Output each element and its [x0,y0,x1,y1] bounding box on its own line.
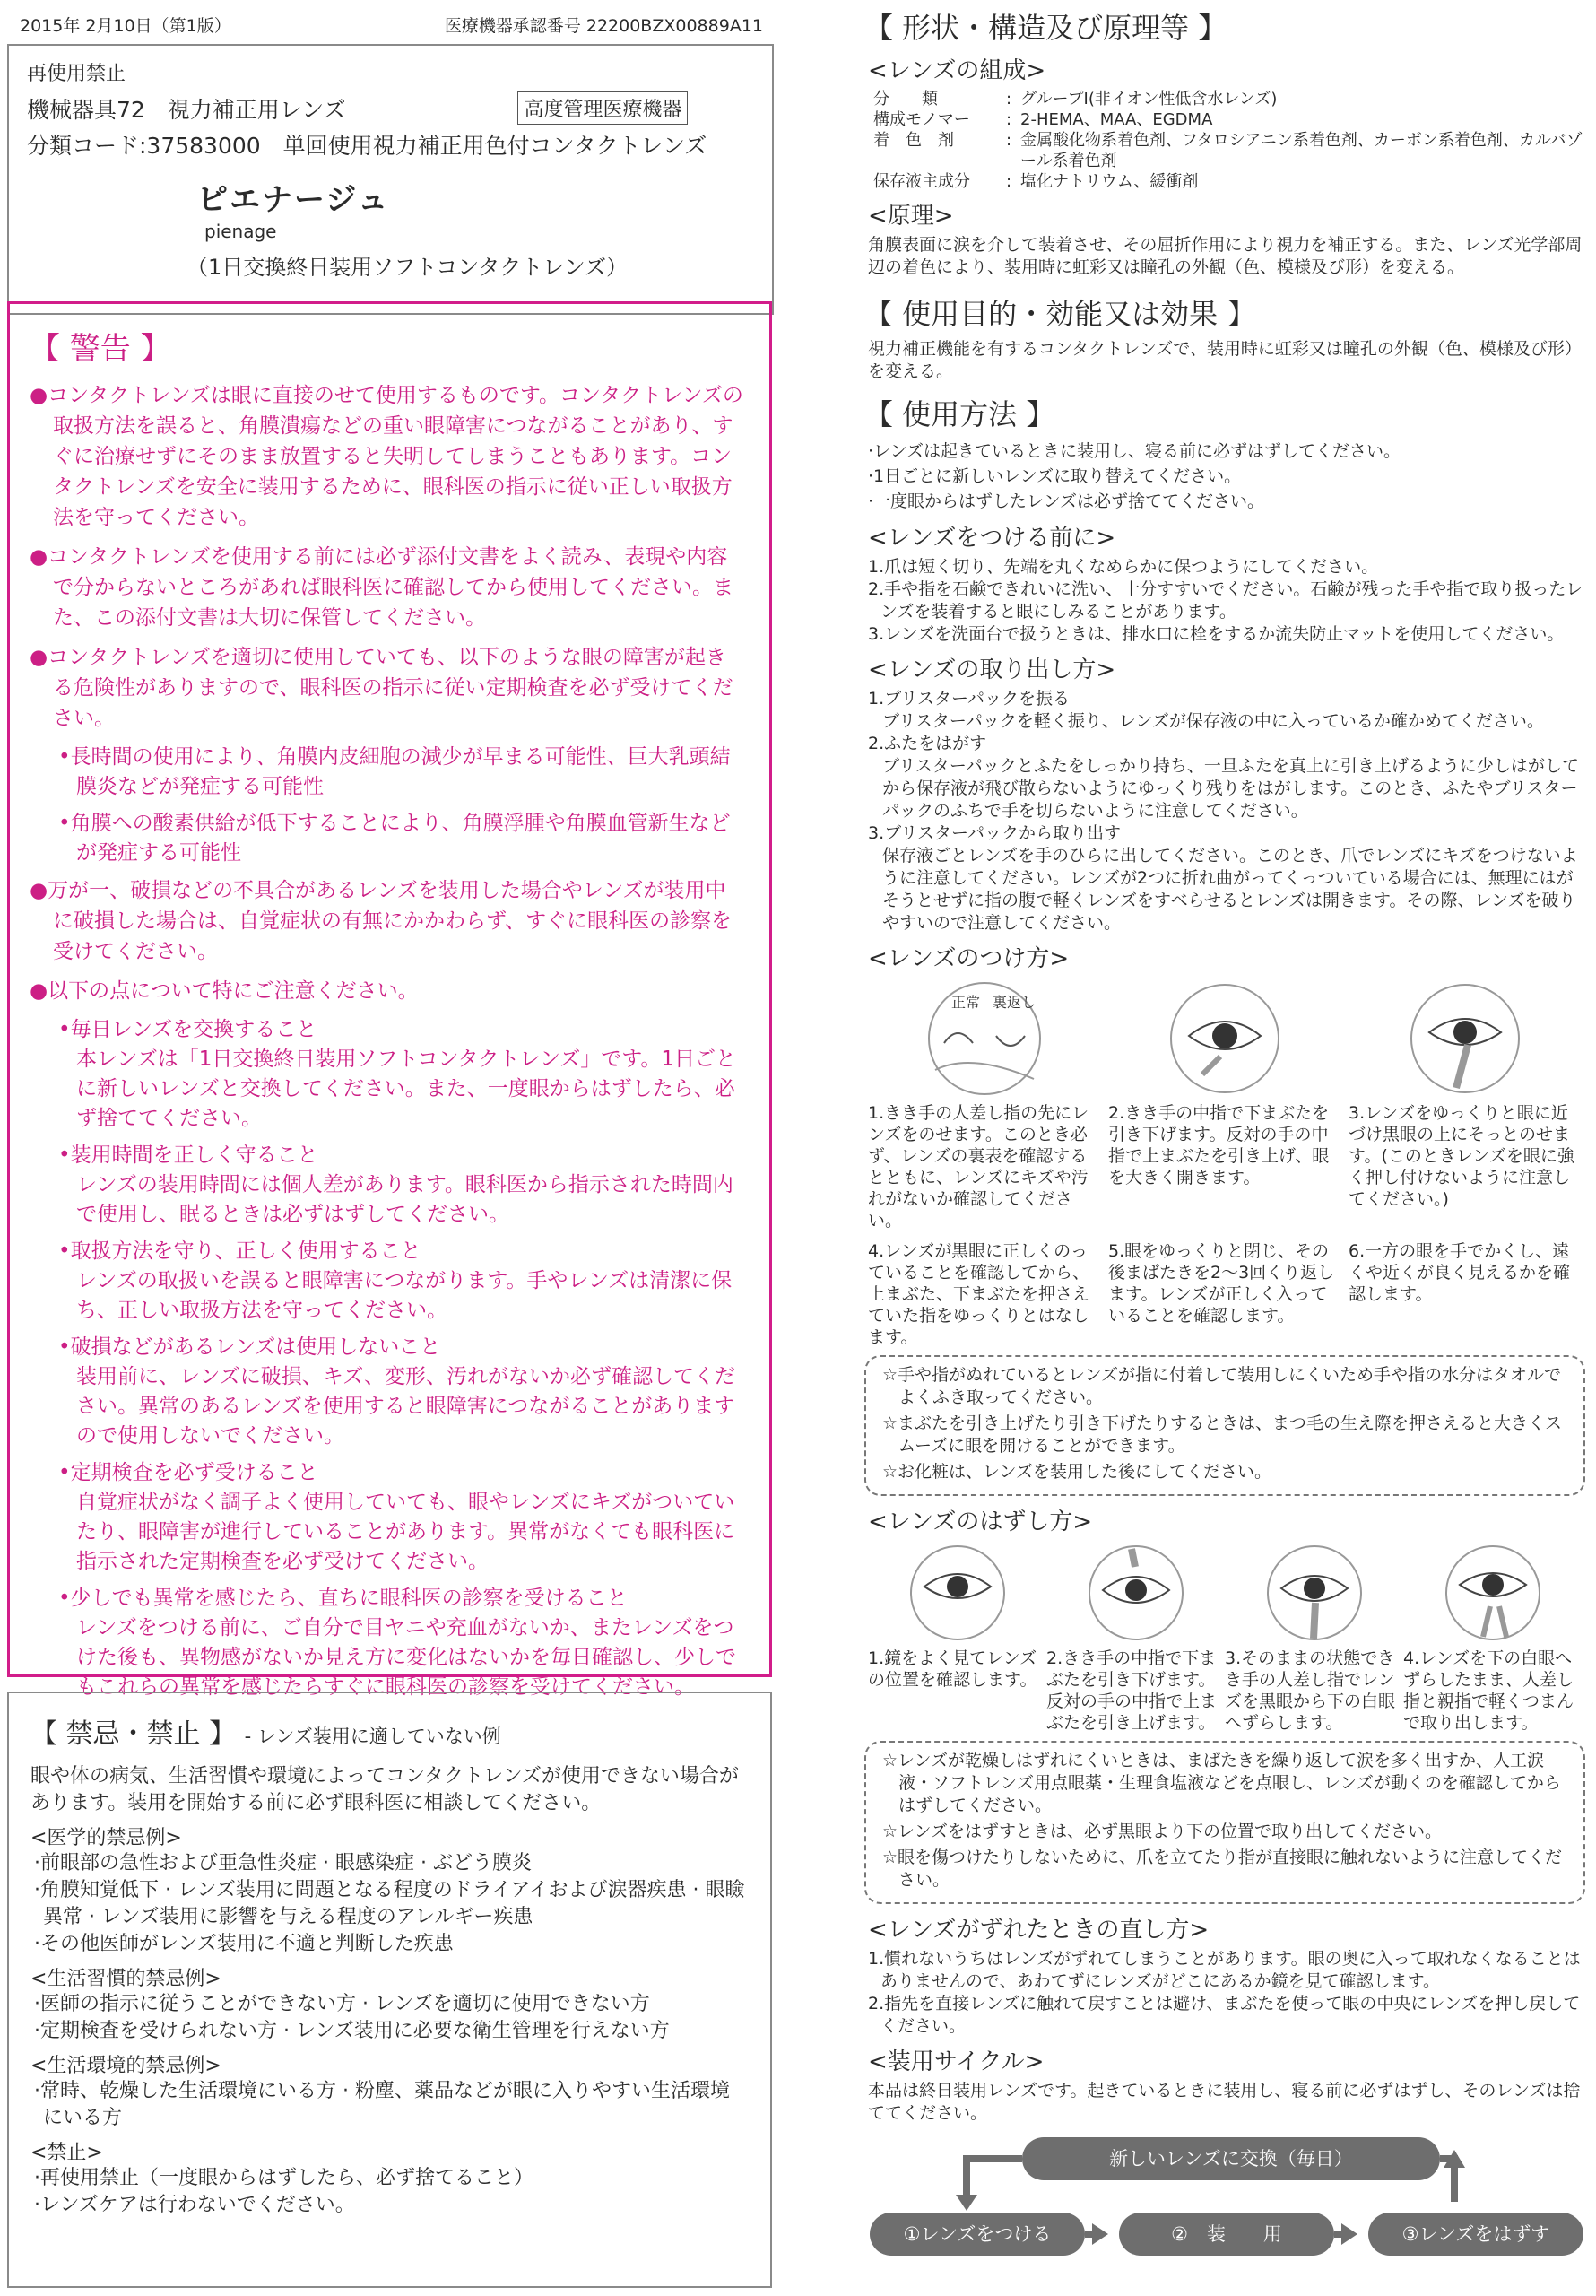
eye-lens-slide-icon [1265,1544,1364,1642]
remove-caption: 4.レンズを下の白眼へずらしたまま、人差し指と親指で軽くつまんで取り出します。 [1403,1648,1574,1733]
remove-caption: 2.きき手の中指で下まぶたを引き下げます。反対の手の中指で上まぶたを引き上げます。 [1046,1648,1218,1733]
usage-bullet: ·一度眼からはずしたレンズは必ず捨ててください。 [868,491,1264,511]
contra-group-label: <禁止> [30,2142,103,2164]
warning-item: ●コンタクトレンズは眼に直接のせて使用するものです。コンタクトレンズの取扱方法を誤ると、角膜潰瘍などの重い眼障害につながることがあり、すぐに治療せずにそのまま放置すると失明してしまうこともあります。コンタクトレンズを安全に装用するために、眼科医の指示に従い正しい取扱方法を守ってください。 [30,384,743,529]
contra-item: ·角膜知覚低下 · レンズ装用に問題となる程度のドライアイおよび涙器疾患 · 眼瞼異常 · レンズ装用に影響を与える程度のアレルギー疾患 [34,1879,745,1928]
puton-notes-box [864,1355,1585,1496]
contra-item: ·その他医師がレンズ装用に不適と判断した疾患 [34,1933,454,1955]
cycle-label: <装用サイクル> [868,2048,1045,2075]
cycle-step-3: ③レンズをはずす [1368,2213,1583,2256]
puton-fig-2 [1108,980,1341,1231]
fig-reverse-label: 裏返し [993,994,1037,1011]
warning-title: 【 警告 】 [30,331,171,367]
contra-item: ·レンズケアは行わないでください。 [34,2194,355,2216]
warning-item: ●コンタクトレンズを適切に使用していても、以下のような眼の障害が起きる危険性がありますので、眼科医の指示に従い定期検査を必ず受けてください。 [30,646,733,730]
puton-caption: 1.きき手の人差し指の先にレンズをのせます。このとき必ず、レンズの裏表を確認するとともに、レンズにキズや汚れがないか確認してください。 [868,1103,1089,1231]
takeout-step-body: ブリスターパックとふたをしっかり持ち、一旦ふたを真上に引き上げるように少しはがしてから保存液が飛び散らないようにゆっくり残りをはがします。このとき、ふたやブリスターパックのふちで手を切らないように注意してください。 [882,756,1579,821]
warning-subitem-head: •少しでも異常を感じたら、直ちに眼科医の診察を受けること [58,1587,628,1610]
reuse-prohibited: 再使用禁止 [27,63,126,85]
eye-lens-insert-icon [1407,980,1523,1097]
contra-intro: 眼や体の病気、生活習慣や環境によってコンタクトレンズが使用できない場合があります。装用を開始する前に必ず眼科医に相談してください。 [30,1765,739,1814]
warning-subitem: •長時間の使用により、角膜内皮細胞の減少が早まる可能性、巨大乳頭結膜炎などが発症する可能性 [58,745,731,798]
puton-fig-3 [1349,980,1582,1231]
approval-number: 医療機器承認番号 22200BZX00889A11 [444,16,763,36]
contra-title [30,1711,749,1751]
contraindication-box [7,1692,772,2288]
warning-subitem-body: 装用前に、レンズに破損、キズ、変形、汚れがないか必ず確認してください。異常のあるレンズを使用すると眼障害につながることがありますので使用しないでください。 [76,1365,735,1448]
eye-open-icon [1167,980,1283,1097]
puton-captions-row2 [861,1231,1589,1348]
comp-key: 保存液主成分 [873,172,970,191]
comp-value: 金属酸化物系着色剤、フタロシアニン系着色剤、カーボン系着色剤、カルバゾール系着色剤 [1020,131,1583,170]
remove-fig-2 [1046,1544,1225,1734]
comp-value: グループⅠ(非イオン性低含水レンズ) [1020,90,1278,109]
remove-note: ☆レンズをはずすときは、必ず黒眼より下の位置で取り出してください。 [882,1822,1442,1841]
warning-subitem-body: レンズの取扱いを誤ると眼障害につながります。手やレンズは清潔に保ち、正しい取扱方法を守ってください。 [76,1269,733,1322]
warning-subitem: •角膜への酸素供給が低下することにより、角膜浮腫や角膜血管新生などが発症する可能性 [58,812,731,865]
warning-subitem-body: 自覚症状がなく調子よく使用していても、眼やレンズにキズがついていたり、眼障害が進行していることがあります。異常がなくても眼科医に指示された定期検査を必ず受けてください。 [76,1491,735,1573]
comp-colon: : [1006,131,1012,150]
contra-item: ·常時、乾燥した生活環境にいる方 · 粉塵、薬品などが眼に入りやすい生活環境にいる方 [34,2080,730,2129]
comp-colon: : [1006,110,1012,129]
left-column [7,0,774,2216]
warning-subitem-head: •装用時間を正しく守ること [58,1144,318,1167]
usage-bullet: ·レンズは起きているときに装用し、寝る前に必ずはずしてください。 [868,441,1401,461]
remove-caption: 3.そのままの状態できき手の人差し指でレンズを黒眼から下の白眼へずらします。 [1225,1648,1396,1733]
comp-colon: : [1006,90,1012,109]
puton-caption: 6.一方の眼を手でかくし、遠くや近くが良く見えるかを確認します。 [1349,1241,1571,1304]
cycle-step-2: ② 装 用 [1119,2213,1334,2256]
warning-subitem-head: •取扱方法を守り、正しく使用すること [58,1239,421,1263]
warning-subitem-head: •毎日レンズを交換すること [58,1018,317,1041]
right-column [861,0,1589,2266]
warning-item: ●コンタクトレンズを使用する前には必ず添付文書をよく読み、表現や内容で分からないところがあれば眼科医に確認してから使用してください。また、この添付文書は大切に保管してください。 [30,545,733,630]
before-label: <レンズをつける前に> [868,525,1116,552]
warning-subitem-body: 本レンズは「1日交換終日装用ソフトコンタクトレンズ」です。1日ごとに新しいレンズと交換してください。また、一度眼からはずしたら、必ず捨ててください。 [76,1048,737,1130]
warning-subitem-head: •破損などがあるレンズは使用しないこと [58,1335,441,1359]
cycle-text: 本品は終日装用レンズです。起きているときに装用し、寝る前に必ずはずし、そのレンズは捨ててください。 [868,2081,1581,2123]
comp-value: 2-HEMA、MAA、EGDMA [1020,110,1213,129]
contra-title-text: 【 禁忌・禁止 】 [30,1718,237,1750]
shift-label: <レンズがずれたときの直し方> [868,1917,1210,1944]
eye-mirror-icon [908,1544,1007,1642]
composition-row [861,89,1589,109]
composition-row [861,171,1589,192]
contra-item: ·再使用禁止（一度眼からはずしたら、必ず捨てること） [34,2167,533,2189]
contra-group-label: <医学的禁忌例> [30,1827,182,1849]
puton-fig-1 [868,980,1101,1231]
comp-value: 塩化ナトリウム、緩衝剤 [1020,172,1199,191]
contra-item: ·医師の指示に従うことができない方 · レンズを適切に使用できない方 [34,1993,650,2015]
remove-caption: 1.鏡をよく見てレンズの位置を確認します。 [868,1648,1037,1690]
takeout-label: <レンズの取り出し方> [868,657,1116,683]
class-badge: 高度管理医療機器 [517,91,688,125]
lens-type: （1日交換終日装用ソフトコンタクトレンズ） [186,255,629,280]
issue-date: 2015年 2月10日（第1版） [20,16,231,36]
before-step: 2.手や指を石鹸できれいに洗い、十分すすいでください。石鹸が残った手や指で取り扱ったレンズを装着すると眼にしみることがあります。 [868,579,1583,622]
principle-text: 角膜表面に涙を介して装着させ、その屈折作用により視力を補正する。また、レンズ光学部周辺の着色により、装用時に虹彩又は瞳孔の外観（色、模様及び形）を変える。 [868,235,1583,277]
comp-colon: : [1006,172,1012,191]
remove-fig-3 [1225,1544,1403,1734]
remove-notes-box [864,1741,1585,1904]
remove-figures [861,1540,1589,1734]
puton-caption: 2.きき手の中指で下まぶたを引き下げます。反対の手の中指で上まぶたを引き上げ、眼を大きく開きます。 [1108,1103,1330,1187]
shift-step: 1.慣れないうちはレンズがずれてしまうことがあります。眼の奥に入って取れなくなることはありませんので、あわてずにレンズがどこにあるか鏡を見て確認します。 [868,1949,1581,1991]
takeout-step-head: 1.ブリスターパックを振る [868,689,1071,709]
comp-key: 構成モノマー [873,110,970,129]
purpose-title: 【 使用目的・効能又は効果 】 [864,297,1256,331]
contra-item: ·定期検査を受けられない方 · レンズ装用に必要な衛生管理を行えない方 [34,2020,670,2042]
puton-caption: 4.レンズが黒眼に正しくのっていることを確認してから、上まぶた、下まぶたを押さえていた指をゆっくりとはなします。 [868,1241,1090,1347]
eye-lid-pull-icon [1087,1544,1185,1642]
remove-fig-1 [868,1544,1046,1734]
remove-note: ☆レンズが乾燥しはずれにくいときは、まばたきを繰り返して涙を多く出すか、人工涙液・ソフトレンズ用点眼薬・生理食塩液などを点眼し、レンズが動くのを確認してからはずしてください。 [882,1751,1561,1815]
purpose-text: 視力補正機能を有するコンタクトレンズで、装用時に虹彩又は瞳孔の外観（色、模様及び形）を変える。 [868,339,1582,381]
takeout-step-body: ブリスターパックを軽く振り、レンズが保存液の中に入っているか確かめてください。 [882,711,1544,731]
wear-cycle-diagram [861,2132,1589,2266]
puton-caption: 5.眼をゆっくりと閉じ、その後まばたきを2～3回くり返します。レンズが正しく入っていることを確認します。 [1108,1241,1335,1326]
comp-key: 分 類 [873,90,938,109]
puton-caption: 3.レンズをゆっくりと眼に近づけ黒眼の上にそっとのせます。(このときレンズを眼に強く押し付けないように注意してください。) [1349,1103,1574,1209]
product-id-box [7,44,774,315]
lens-orientation-icon [917,980,1052,1097]
device-category: 機械器具72 視力補正用レンズ [27,96,346,123]
takeout-step-body: 保存液ごとレンズを手のひらに出してください。このとき、爪でレンズにキズをつけないように注意してください。レンズが2つに折れ曲がってくっついている場合には、無理にはがそうとせずに指の腹で軽くレンズをすべらせるとレンズは開きます。その際、レンズを破りやすいので注意してください。 [882,846,1578,933]
composition-row [861,109,1589,130]
usage-bullet: ·1日ごとに新しいレンズに取り替えてください。 [868,466,1242,486]
composition-label: <レンズの組成> [868,57,1046,84]
contra-item: ·前眼部の急性および亜急性炎症 · 眼感染症 · ぶどう膜炎 [34,1852,532,1874]
brand-name: ピエナージュ [197,182,390,218]
takeout-step-head: 3.ブリスターパックから取り出す [868,823,1122,843]
shape-title: 【 形状・構造及び原理等 】 [864,11,1227,45]
remove-label: <レンズのはずし方> [868,1509,1093,1535]
cycle-step-1: ①レンズをつける [870,2213,1085,2256]
usage-title: 【 使用方法 】 [864,397,1055,431]
fig-normal-label: 正常 [951,994,981,1011]
cycle-top-pill: 新しいレンズに交換（毎日） [1022,2137,1440,2180]
comp-key: 着 色 剤 [873,131,954,150]
category-line [27,91,754,125]
puton-figures [861,977,1589,1231]
composition-row [861,130,1589,171]
warning-item: ●万が一、破損などの不具合があるレンズを装用した場合やレンズが装用中に破損した場合は、自覚症状の有無にかかわらず、すぐに眼科医の診察を受けてください。 [30,879,733,963]
warning-subitem-body: レンズをつける前に、ご自分で目ヤニや充血がないか、またレンズをつけた後も、異物感がないか見え方に変化はないかを毎日確認し、少しでもこれらの異常を感じたらすぐに眼科医の診察を受けてください。 [76,1616,736,1699]
warning-item: ●以下の点について特にご注意ください。 [30,979,419,1003]
brand-name-en: pienage [204,221,277,242]
before-step: 3.レンズを洗面台で扱うときは、排水口に栓をするか流失防止マットを使用してください。 [868,624,1565,644]
contra-group-label: <生活習慣的禁忌例> [30,1968,221,1990]
classification-code: 分類コード:37583000 単回使用視力補正用色付コンタクトレンズ [27,133,707,159]
takeout-step-head: 2.ふたをはがす [868,734,987,753]
puton-label: <レンズのつけ方> [868,945,1070,972]
warning-box [7,301,772,1699]
puton-note: ☆まぶたを引き上げたり引き下げたりするときは、まつ毛の生え際を押さえると大きくスムーズに眼を開けることができます。 [882,1413,1563,1456]
remove-note: ☆眼を傷つけたりしないために、爪を立てたり指が直接眼に触れないように注意してください。 [882,1848,1563,1890]
warning-subitem-head: •定期検査を必ず受けること [58,1461,318,1484]
puton-note: ☆お化粧は、レンズを装用した後にしてください。 [882,1462,1271,1482]
puton-note: ☆手や指がぬれているとレンズが指に付着して装用しにくいため手や指の水分はタオルでよくふき取ってください。 [882,1365,1561,1407]
contra-title-note: - レンズ装用に適していない例 [244,1726,501,1747]
principle-label: <原理> [868,203,954,230]
warning-subitem-body: レンズの装用時間には個人差があります。眼科医から指示された時間内で使用し、眠るときは必ずはずしてください。 [76,1173,733,1226]
shift-step: 2.指先を直接レンズに触れて戻すことは避け、まぶたを使って眼の中央にレンズを押し戻してください。 [868,1994,1581,2036]
before-step: 1.爪は短く切り、先端を丸くなめらかに保つようにしてください。 [868,557,1379,577]
contra-group-label: <生活環境的禁忌例> [30,2055,221,2077]
eye-lens-pinch-icon [1444,1544,1542,1642]
remove-fig-4 [1403,1544,1582,1734]
header-line [7,0,774,44]
